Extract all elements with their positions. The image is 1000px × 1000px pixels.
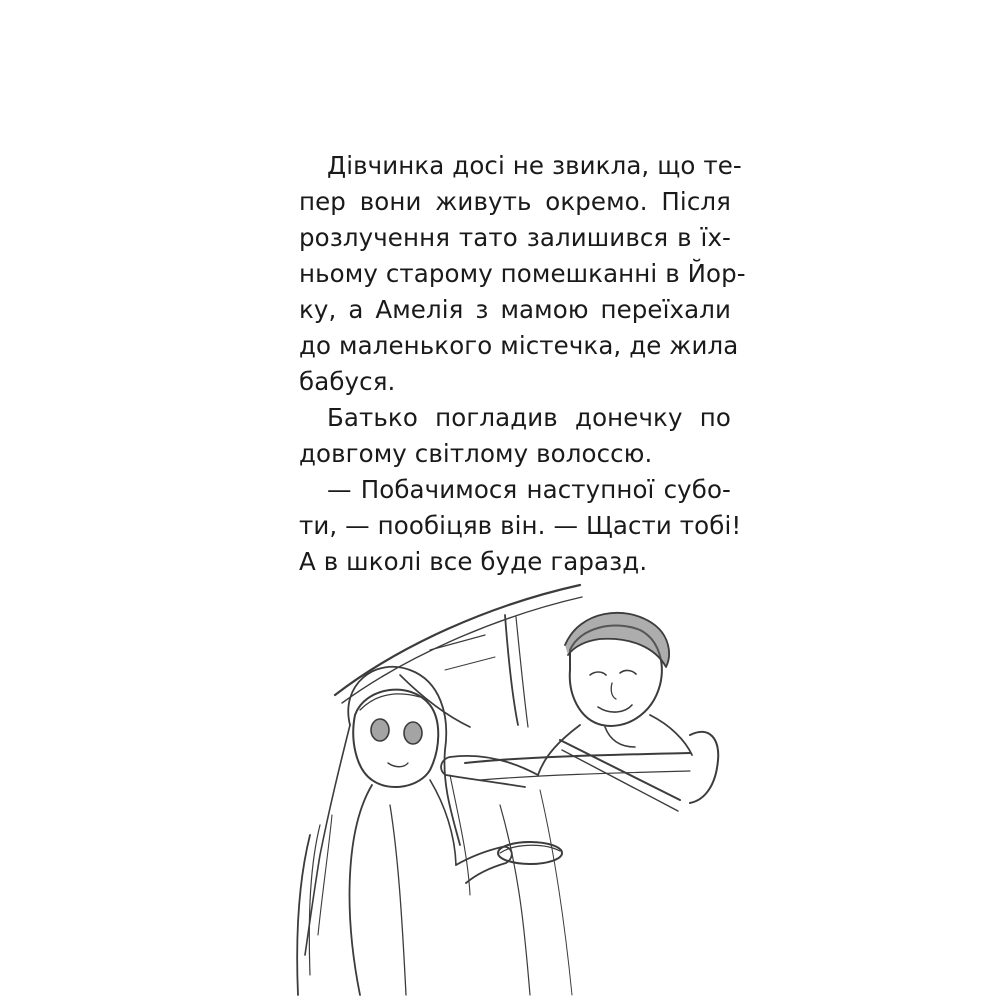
text-line: бабуся.	[299, 367, 396, 396]
window-pillar	[505, 615, 518, 725]
text-line: розлучення тато залишився в їх-	[299, 223, 731, 252]
text-line: пер вони живуть окремо. Після	[299, 187, 731, 216]
text-line: до маленького містечка, де жила	[299, 331, 739, 360]
girl-eye-right	[404, 722, 422, 744]
car-roof-line	[335, 585, 580, 695]
seat-belt	[560, 740, 680, 800]
girl-eye-left	[371, 719, 389, 741]
text-line: Дівчинка досі не звикла, що те-	[327, 151, 742, 180]
text-line: довгому світлому волоссю.	[299, 439, 653, 468]
girl-jacket	[349, 785, 372, 995]
text-line: ти, — пообіцяв він. — Щасти тобі!	[299, 511, 742, 540]
pencil-illustration	[280, 575, 720, 1000]
father-hair	[565, 613, 669, 667]
text-line: ньому старому помешканні в Йор-	[299, 259, 746, 288]
window-frame	[400, 675, 470, 727]
father-daughter-car-sketch	[280, 575, 720, 1000]
text-line: Батько погладив донечку по	[327, 403, 731, 432]
father-shoulder	[538, 725, 580, 775]
text-line: — Побачимося наступної субо-	[327, 475, 731, 504]
backpack	[297, 835, 310, 995]
text-line: А в школі все буде гаразд.	[299, 547, 648, 576]
girl-arm	[456, 847, 512, 883]
text-line: ку, а Амелія з мамою переїхали	[299, 295, 731, 324]
side-mirror	[690, 732, 718, 803]
